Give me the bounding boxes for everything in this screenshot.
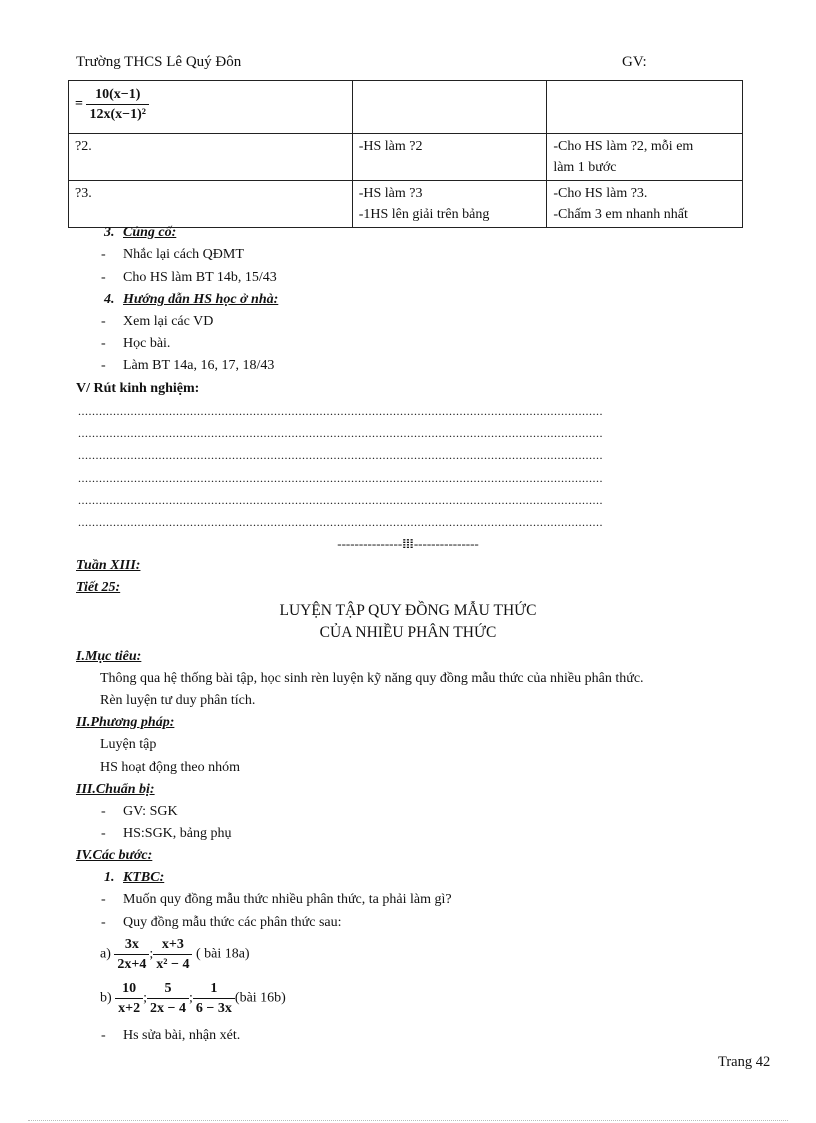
table-row	[69, 134, 743, 181]
paragraph: Thông qua hệ thống bài tập, học sinh rèn luyện kỹ năng quy đồng mẫu thức của nhiều phân thức.	[100, 671, 644, 686]
period-label: Tiết 25:	[76, 580, 121, 595]
fraction	[153, 935, 192, 974]
exercise-label: b)	[100, 990, 112, 1006]
fraction-numerator: 3x	[114, 935, 149, 955]
bullet: -	[101, 826, 106, 841]
table-cell	[352, 181, 547, 228]
bullet: -	[101, 270, 106, 285]
fraction-denominator: 2x+4	[117, 957, 147, 972]
teacher-label: GV:	[622, 54, 647, 70]
cell-line: làm 1 bước	[553, 160, 617, 175]
cell-line: -HS làm ?3	[358, 186, 423, 201]
page-number: Trang 42	[718, 1054, 771, 1070]
fraction	[114, 935, 149, 974]
separator-semicolon: ;	[143, 990, 148, 1006]
table-cell	[547, 134, 743, 181]
fraction-numerator: 10(x−1)	[86, 85, 149, 105]
exercise-a	[100, 935, 250, 974]
fraction-numerator: x+3	[153, 935, 192, 955]
dotted-line: ......................................................................................................................................................	[78, 493, 603, 507]
separator-semicolon: ;	[189, 990, 193, 1006]
list-item: Quy đồng mẫu thức các phân thức sau:	[123, 915, 342, 930]
dotted-line: ......................................................................................................................................................	[78, 515, 603, 529]
fraction-denominator: 12x(x−1)²	[89, 107, 146, 122]
fraction-denominator: x+2	[118, 1001, 141, 1016]
list-item: Nhắc lại cách QĐMT	[123, 247, 244, 262]
lesson-title: LUYỆN TẬP QUY ĐỒNG MẪU THỨC	[279, 602, 537, 619]
bullet: -	[101, 358, 106, 373]
list-item: Cho HS làm BT 14b, 15/43	[123, 270, 277, 285]
list-item: Học bài.	[123, 336, 171, 351]
dotted-line: ......................................................................................................................................................	[78, 404, 603, 418]
fraction-numerator: 1	[193, 979, 235, 999]
section-heading: II.Phương pháp:	[76, 715, 175, 730]
section-heading: KTBC:	[123, 870, 165, 885]
fraction-denominator: 6 − 3x	[195, 1001, 232, 1016]
table-cell	[352, 81, 547, 134]
fraction	[115, 979, 143, 1018]
fraction-denominator: 2x − 4	[150, 1001, 187, 1016]
week-label: Tuần XIII:	[76, 558, 141, 573]
fraction-numerator: 10	[115, 979, 143, 999]
paragraph: Rèn luyện tư duy phân tích.	[100, 693, 256, 708]
cell-line: -Cho HS làm ?3.	[553, 186, 648, 201]
section-heading: Hướng dẫn HS học ở nhà:	[123, 292, 279, 307]
school-name: Trường THCS Lê Quý Đôn	[76, 54, 242, 70]
table-cell	[547, 181, 743, 228]
table-cell	[69, 81, 353, 134]
table-cell: ?3.	[69, 181, 353, 228]
exercise-note: (bài 16b)	[234, 990, 286, 1006]
bullet: -	[101, 247, 106, 262]
table-cell: ?2.	[69, 134, 353, 181]
bullet: -	[101, 804, 106, 819]
fraction	[193, 979, 235, 1018]
exercise-label: a)	[100, 946, 111, 962]
bullet: -	[101, 336, 106, 351]
fraction	[147, 979, 189, 1018]
section-number: 3.	[104, 225, 115, 240]
fraction	[86, 85, 149, 124]
section-heading: I.Mục tiêu:	[76, 649, 142, 664]
table-cell	[547, 81, 743, 134]
bullet: -	[101, 1028, 106, 1043]
paragraph: Luyện tập	[100, 737, 157, 752]
section-number: 4.	[104, 292, 115, 307]
fraction-numerator: 5	[147, 979, 189, 999]
list-item: Hs sửa bài, nhận xét.	[123, 1028, 241, 1043]
list-item: GV: SGK	[123, 804, 178, 819]
list-item: Làm BT 14a, 16, 17, 18/43	[123, 358, 275, 373]
section-number: 1.	[104, 870, 115, 885]
table-cell: -HS làm ?2	[352, 134, 547, 181]
cell-line: -1HS lên giải trên bảng	[358, 207, 490, 222]
equals-sign: =	[75, 96, 83, 112]
section-heading: V/ Rút kinh nghiệm:	[76, 381, 200, 396]
list-item: HS:SGK, bảng phụ	[123, 826, 232, 841]
section-heading: Củng cố:	[123, 225, 177, 240]
separator-semicolon: ;	[149, 946, 154, 962]
dotted-line: ......................................................................................................................................................	[78, 471, 603, 485]
list-item: Xem lại các VD	[123, 314, 214, 329]
exercise-note: ( bài 18a)	[195, 946, 250, 962]
lesson-subtitle: CỦA NHIỀU PHÂN THỨC	[319, 624, 497, 641]
dotted-line: ......................................................................................................................................................	[78, 426, 603, 440]
section-heading: III.Chuẩn bị:	[76, 782, 155, 797]
table-row	[69, 181, 743, 228]
page-header	[76, 54, 656, 71]
fraction-denominator: x² − 4	[156, 957, 190, 972]
activity-table	[68, 80, 743, 228]
dotted-line: ......................................................................................................................................................	[78, 448, 603, 462]
bullet: -	[101, 892, 106, 907]
section-heading: IV.Các bước:	[76, 848, 153, 863]
separator: ---------------𝍖---------------	[337, 536, 479, 551]
cell-line: -Cho HS làm ?2, mỗi em	[553, 139, 694, 154]
page-bottom-rule	[28, 1120, 788, 1121]
exercise-b	[100, 979, 286, 1018]
paragraph: HS hoạt động theo nhóm	[100, 760, 240, 775]
list-item: Muốn quy đồng mẫu thức nhiều phân thức, ta phải làm gì?	[123, 892, 452, 907]
cell-line: -Chấm 3 em nhanh nhất	[553, 207, 688, 222]
bullet: -	[101, 314, 106, 329]
bullet: -	[101, 915, 106, 930]
table-row	[69, 81, 743, 134]
